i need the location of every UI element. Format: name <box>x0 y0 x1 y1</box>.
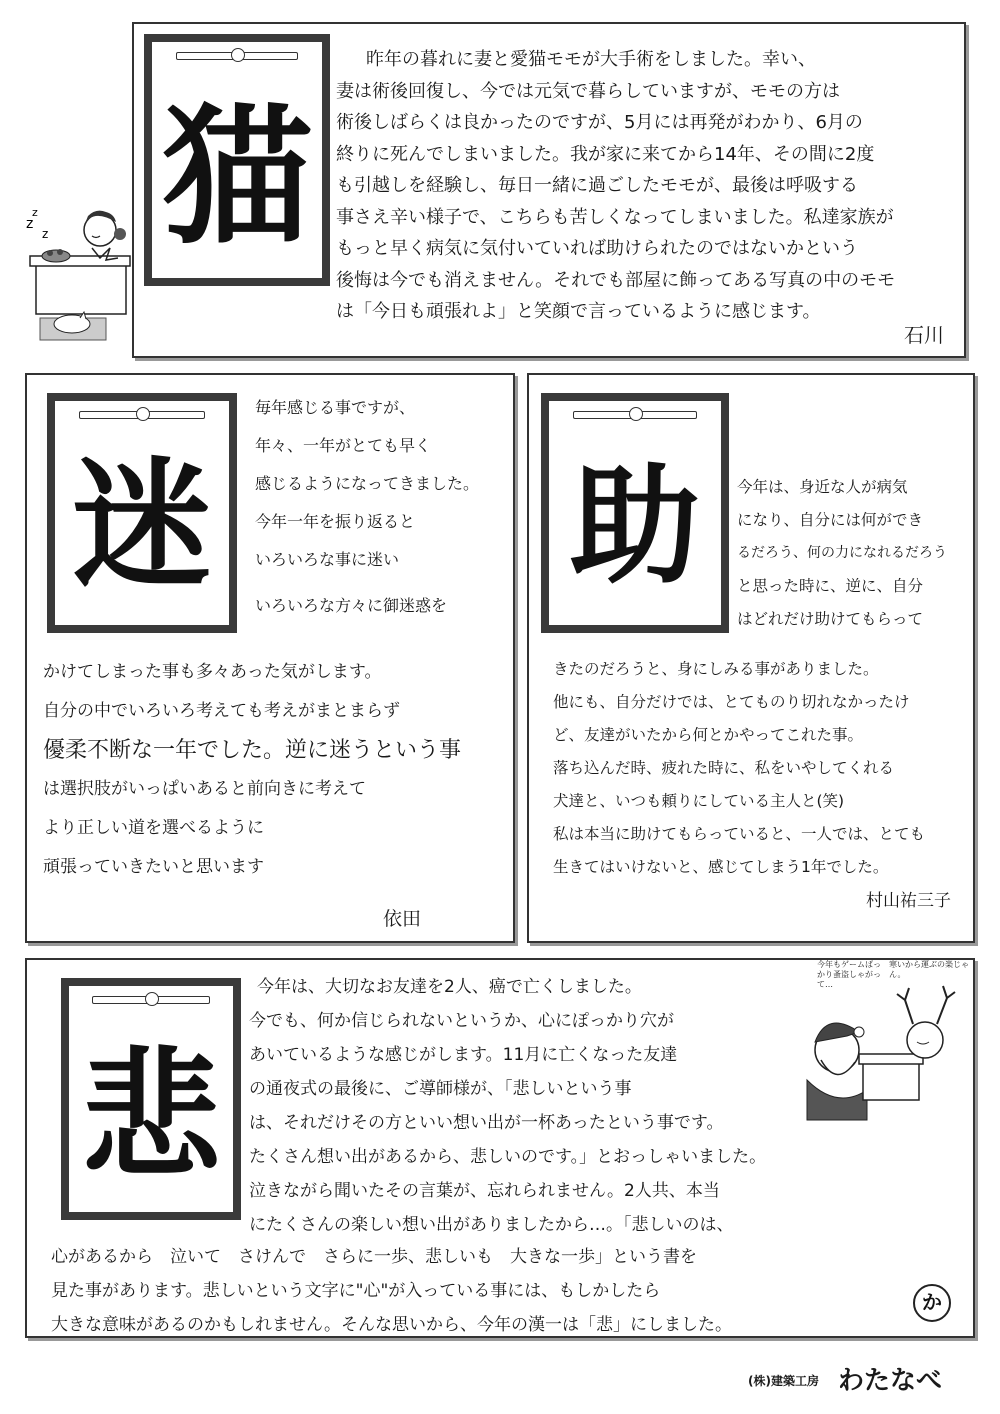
footer-company: (株)建築工房 <box>748 1374 819 1388</box>
section-neko <box>132 22 966 358</box>
text-line: 今年は、身近な人が病気 <box>737 478 908 496</box>
text-line: 私は本当に助けてもらっていると、一人では、とても <box>553 825 926 843</box>
signature-yoda: 依田 <box>383 908 422 930</box>
kanji-scroll <box>61 978 241 1220</box>
signature-ishikawa: 石川 <box>904 323 944 347</box>
text-line: るだろう、何の力になれるだろう <box>737 545 947 561</box>
bubble-santa: 今年もゲームばっかり蚤盗しゃがって… <box>817 960 881 989</box>
text-line: 心があるから 泣いて さけんで さらに一歩、悲しいも 大きな一歩」という書を <box>51 1247 697 1267</box>
text-line: たくさん想い出があるから、悲しいのです。」とおっしゃいました。 <box>249 1147 767 1167</box>
text-line: かけてしまった事も多々あった気がします。 <box>43 662 382 682</box>
footer-brand: わたなべ <box>838 1366 943 1396</box>
text-line: 後悔は今でも消えません。それでも部屋に飾ってある写真の中のモモ <box>336 269 896 291</box>
text-line: 生きてはいけないと、感じてしまう1年でした。 <box>553 858 889 876</box>
text-line: 見た事があります。悲しいという文字に"心"が入っている事には、もしかしたら <box>51 1281 661 1301</box>
santa-reindeer-doodle-icon <box>797 980 957 1130</box>
text-line: と思った時に、逆に、自分 <box>737 577 924 595</box>
text-line: 泣きながら聞いたその言葉が、忘れられません。2人共、本当 <box>249 1181 720 1201</box>
section-mayou <box>25 373 515 943</box>
text-line: 優柔不断な一年でした。逆に迷うという事 <box>43 738 462 763</box>
text-line: 昨年の暮れに妻と愛猫モモが大手術をしました。幸い、 <box>366 49 816 70</box>
text-line: は、それだけその方といい想い出が一杯あったという事です。 <box>249 1113 724 1133</box>
text-line: は選択肢がいっぱいあると前向きに考えて <box>43 779 366 799</box>
text-line: 大きな意味があるのかもしれません。そんな思いから、今年の漢一は「悲」にしました。 <box>51 1315 733 1335</box>
text-line: 他にも、自分だけでは、とてものり切れなかったけ <box>553 693 910 711</box>
text-line: も引越しを経験し、毎日一緒に過ごしたモモが、最後は呼吸する <box>336 175 858 196</box>
mayou-body-right <box>255 389 479 625</box>
text-line: 今年一年を振り返ると <box>255 512 416 531</box>
kanji-scroll <box>47 393 237 633</box>
text-line: 今でも、何か信じられないというか、心にぽっかり穴が <box>249 1011 674 1031</box>
svg-text:z: z <box>32 206 38 219</box>
scroll-rod <box>573 411 697 419</box>
text-line: いろいろな事に迷い <box>255 550 400 569</box>
text-line: 終りに死んでしまいました。我が家に来てから14年、その間に2度 <box>336 143 875 165</box>
text-line: 頑張っていきたいと思います <box>43 857 264 877</box>
kanashi-body-full <box>51 1240 732 1342</box>
text-line: 落ち込んだ時、疲れた時に、私をいやしてくれる <box>553 759 895 777</box>
kanji-scroll <box>541 393 729 633</box>
text-line: 毎年感じる事ですが、 <box>255 398 416 417</box>
signature-murayama: 村山祐三子 <box>866 891 951 911</box>
text-line: いろいろな方々に御迷惑を <box>255 596 448 615</box>
kanashi-body-right <box>249 970 766 1242</box>
text-line: 術後しばらくは良かったのですが、5月には再発がわかり、6月の <box>336 112 863 133</box>
scroll-rod <box>92 996 210 1004</box>
text-line: あいているような感じがします。11月に亡くなった友達 <box>249 1045 678 1065</box>
section-tasuke <box>527 373 975 943</box>
text-line: より正しい道を選べるように <box>43 818 264 838</box>
text-line: 今年は、大切なお友達を2人、癌で亡くしました。 <box>257 977 642 997</box>
kotatsu-doodle-icon <box>22 200 132 345</box>
kanji-scroll <box>144 34 330 286</box>
mayou-body-full <box>43 653 461 887</box>
text-line: 妻は術後回復し、今では元気で暮らしていますが、モモの方は <box>336 80 840 102</box>
text-line: きたのだろうと、身にしみる事がありました。 <box>553 660 879 678</box>
text-line: 事さえ辛い様子で、こちらも苦しくなってしまいました。私達家族が <box>336 206 894 228</box>
text-line: の通夜式の最後に、ご導師様が、「悲しいという事 <box>249 1079 632 1099</box>
scroll-rod <box>176 52 298 60</box>
text-line: 犬達と、いつも頼りにしている主人と(笑) <box>553 792 845 810</box>
neko-body <box>336 44 895 328</box>
text-line: にたくさんの楽しい想い出がありましたから…。「悲しいのは、 <box>249 1215 734 1235</box>
text-line: になり、自分には何ができ <box>737 511 924 529</box>
text-line: もっと早く病気に気付いていれば助けられたのではないかという <box>336 238 858 259</box>
svg-text:z: z <box>42 227 49 241</box>
tasuke-body-right <box>737 471 947 636</box>
section-kanashi <box>25 958 975 1338</box>
text-line: はどれだけ助けてもらって <box>737 610 924 628</box>
scroll-rod <box>79 411 204 419</box>
text-line: ど、友達がいたから何とかやってこれた事。 <box>553 726 864 744</box>
kanji-kanashi: 悲 <box>80 1034 221 1198</box>
bubble-reindeer: 寒いから運ぶの楽じゃん。 <box>889 960 969 979</box>
ka-mark: か <box>913 1284 951 1322</box>
text-line: 感じるようになってきました。 <box>255 474 480 493</box>
kanji-mayou: 迷 <box>71 444 212 608</box>
kanji-neko: 猫 <box>161 89 312 265</box>
tasuke-body-full <box>553 653 925 884</box>
svg-text:z: z <box>26 216 34 232</box>
kanji-tasuke: 助 <box>569 449 700 602</box>
text-line: 年々、一年がとても早く <box>255 436 432 455</box>
text-line: は「今日も頑張れよ」と笑顔で言っているように感じます。 <box>336 301 821 322</box>
text-line: 自分の中でいろいろ考えても考えがまとまらず <box>43 701 400 721</box>
